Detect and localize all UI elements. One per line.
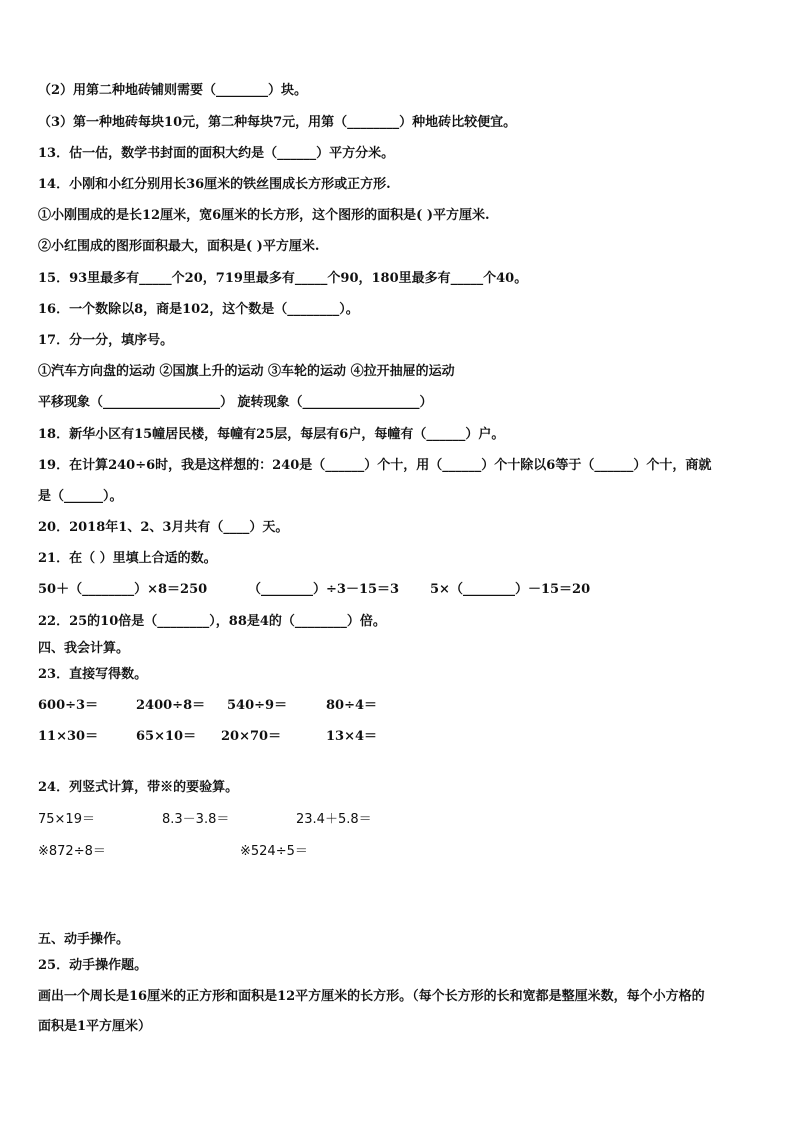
- q25: 25．动手操作题。: [38, 958, 148, 973]
- q14-part1: ①小刚围成的是长12厘米，宽6厘米的长方形，这个图形的面积是( )平方厘米.: [38, 208, 490, 223]
- q21-item: 50＋（________）×8＝250: [38, 582, 208, 597]
- q24-item: 75×19＝: [38, 812, 95, 827]
- q12-part3: （3）第一种地砖每块10元，第二种每块7元，用第（________）种地砖比较便宜。: [38, 115, 517, 130]
- q23-item: 13×4＝: [326, 729, 378, 744]
- q25-line2: 面积是1平方厘米）: [38, 1019, 152, 1034]
- q14-part2: ②小红围成的图形面积最大，面积是( )平方厘米.: [38, 239, 320, 254]
- q23-item: 11×30＝: [38, 729, 99, 744]
- q24-item: 23.4＋5.8＝: [296, 812, 372, 827]
- q17: 17．分一分，填序号。: [38, 333, 174, 348]
- q13: 13．估一估，数学书封面的面积大约是（______）平方分米。: [38, 146, 395, 161]
- q23-item: 2400÷8＝: [136, 698, 206, 713]
- q21: 21．在（ ）里填上合适的数。: [38, 551, 217, 566]
- q16: 16．一个数除以8，商是102，这个数是（________）。: [38, 302, 359, 317]
- q17-answers: 平移现象（__________________） 旋转现象（__________________）: [38, 395, 433, 410]
- q17-options: ①汽车方向盘的运动 ②国旗上升的运动 ③车轮的运动 ④拉开抽屉的运动: [38, 364, 455, 379]
- q24-item: 8.3－3.8＝: [162, 812, 230, 827]
- q23-item: 540÷9＝: [227, 698, 288, 713]
- section-4-heading: 四、我会计算。: [38, 641, 130, 656]
- q23: 23．直接写得数。: [38, 667, 148, 682]
- section-5-heading: 五、动手操作。: [38, 932, 130, 947]
- q23-item: 20×70＝: [221, 729, 282, 744]
- q14: 14．小刚和小红分别用长36厘米的铁丝围成长方形或正方形.: [38, 177, 391, 192]
- q18: 18．新华小区有15幢居民楼，每幢有25层，每层有6户，每幢有（______）户。: [38, 427, 505, 442]
- q24: 24．列竖式计算，带※的要验算。: [38, 780, 239, 795]
- q15: 15．93里最多有_____个20，719里最多有_____个90，180里最多有_____个40。: [38, 271, 528, 286]
- q21-item: （________）÷3－15＝3: [248, 582, 400, 597]
- q21-item: 5×（________）－15＝20: [430, 582, 591, 597]
- q19-line2: 是（______）。: [38, 489, 123, 504]
- q24-item: ※872÷8＝: [38, 844, 106, 859]
- q22: 22．25的10倍是（________），88是4的（________）倍。: [38, 614, 386, 629]
- q20: 20．2018年1、2、3月共有（____）天。: [38, 520, 289, 535]
- q12-part2: （2）用第二种地砖铺则需要（________）块。: [38, 83, 308, 98]
- q23-item: 65×10＝: [136, 729, 197, 744]
- q25-line1: 画出一个周长是16厘米的正方形和面积是12平方厘米的长方形。（每个长方形的长和宽都是整厘米数，每个小方格的: [38, 989, 705, 1004]
- q23-item: 80÷4＝: [326, 698, 378, 713]
- q23-item: 600÷3＝: [38, 698, 99, 713]
- q24-item: ※524÷5＝: [240, 844, 308, 859]
- q19-line1: 19．在计算240÷6时，我是这样想的：240是（______）个十，用（______）个十除以6等于（______）个十，商就: [38, 458, 712, 473]
